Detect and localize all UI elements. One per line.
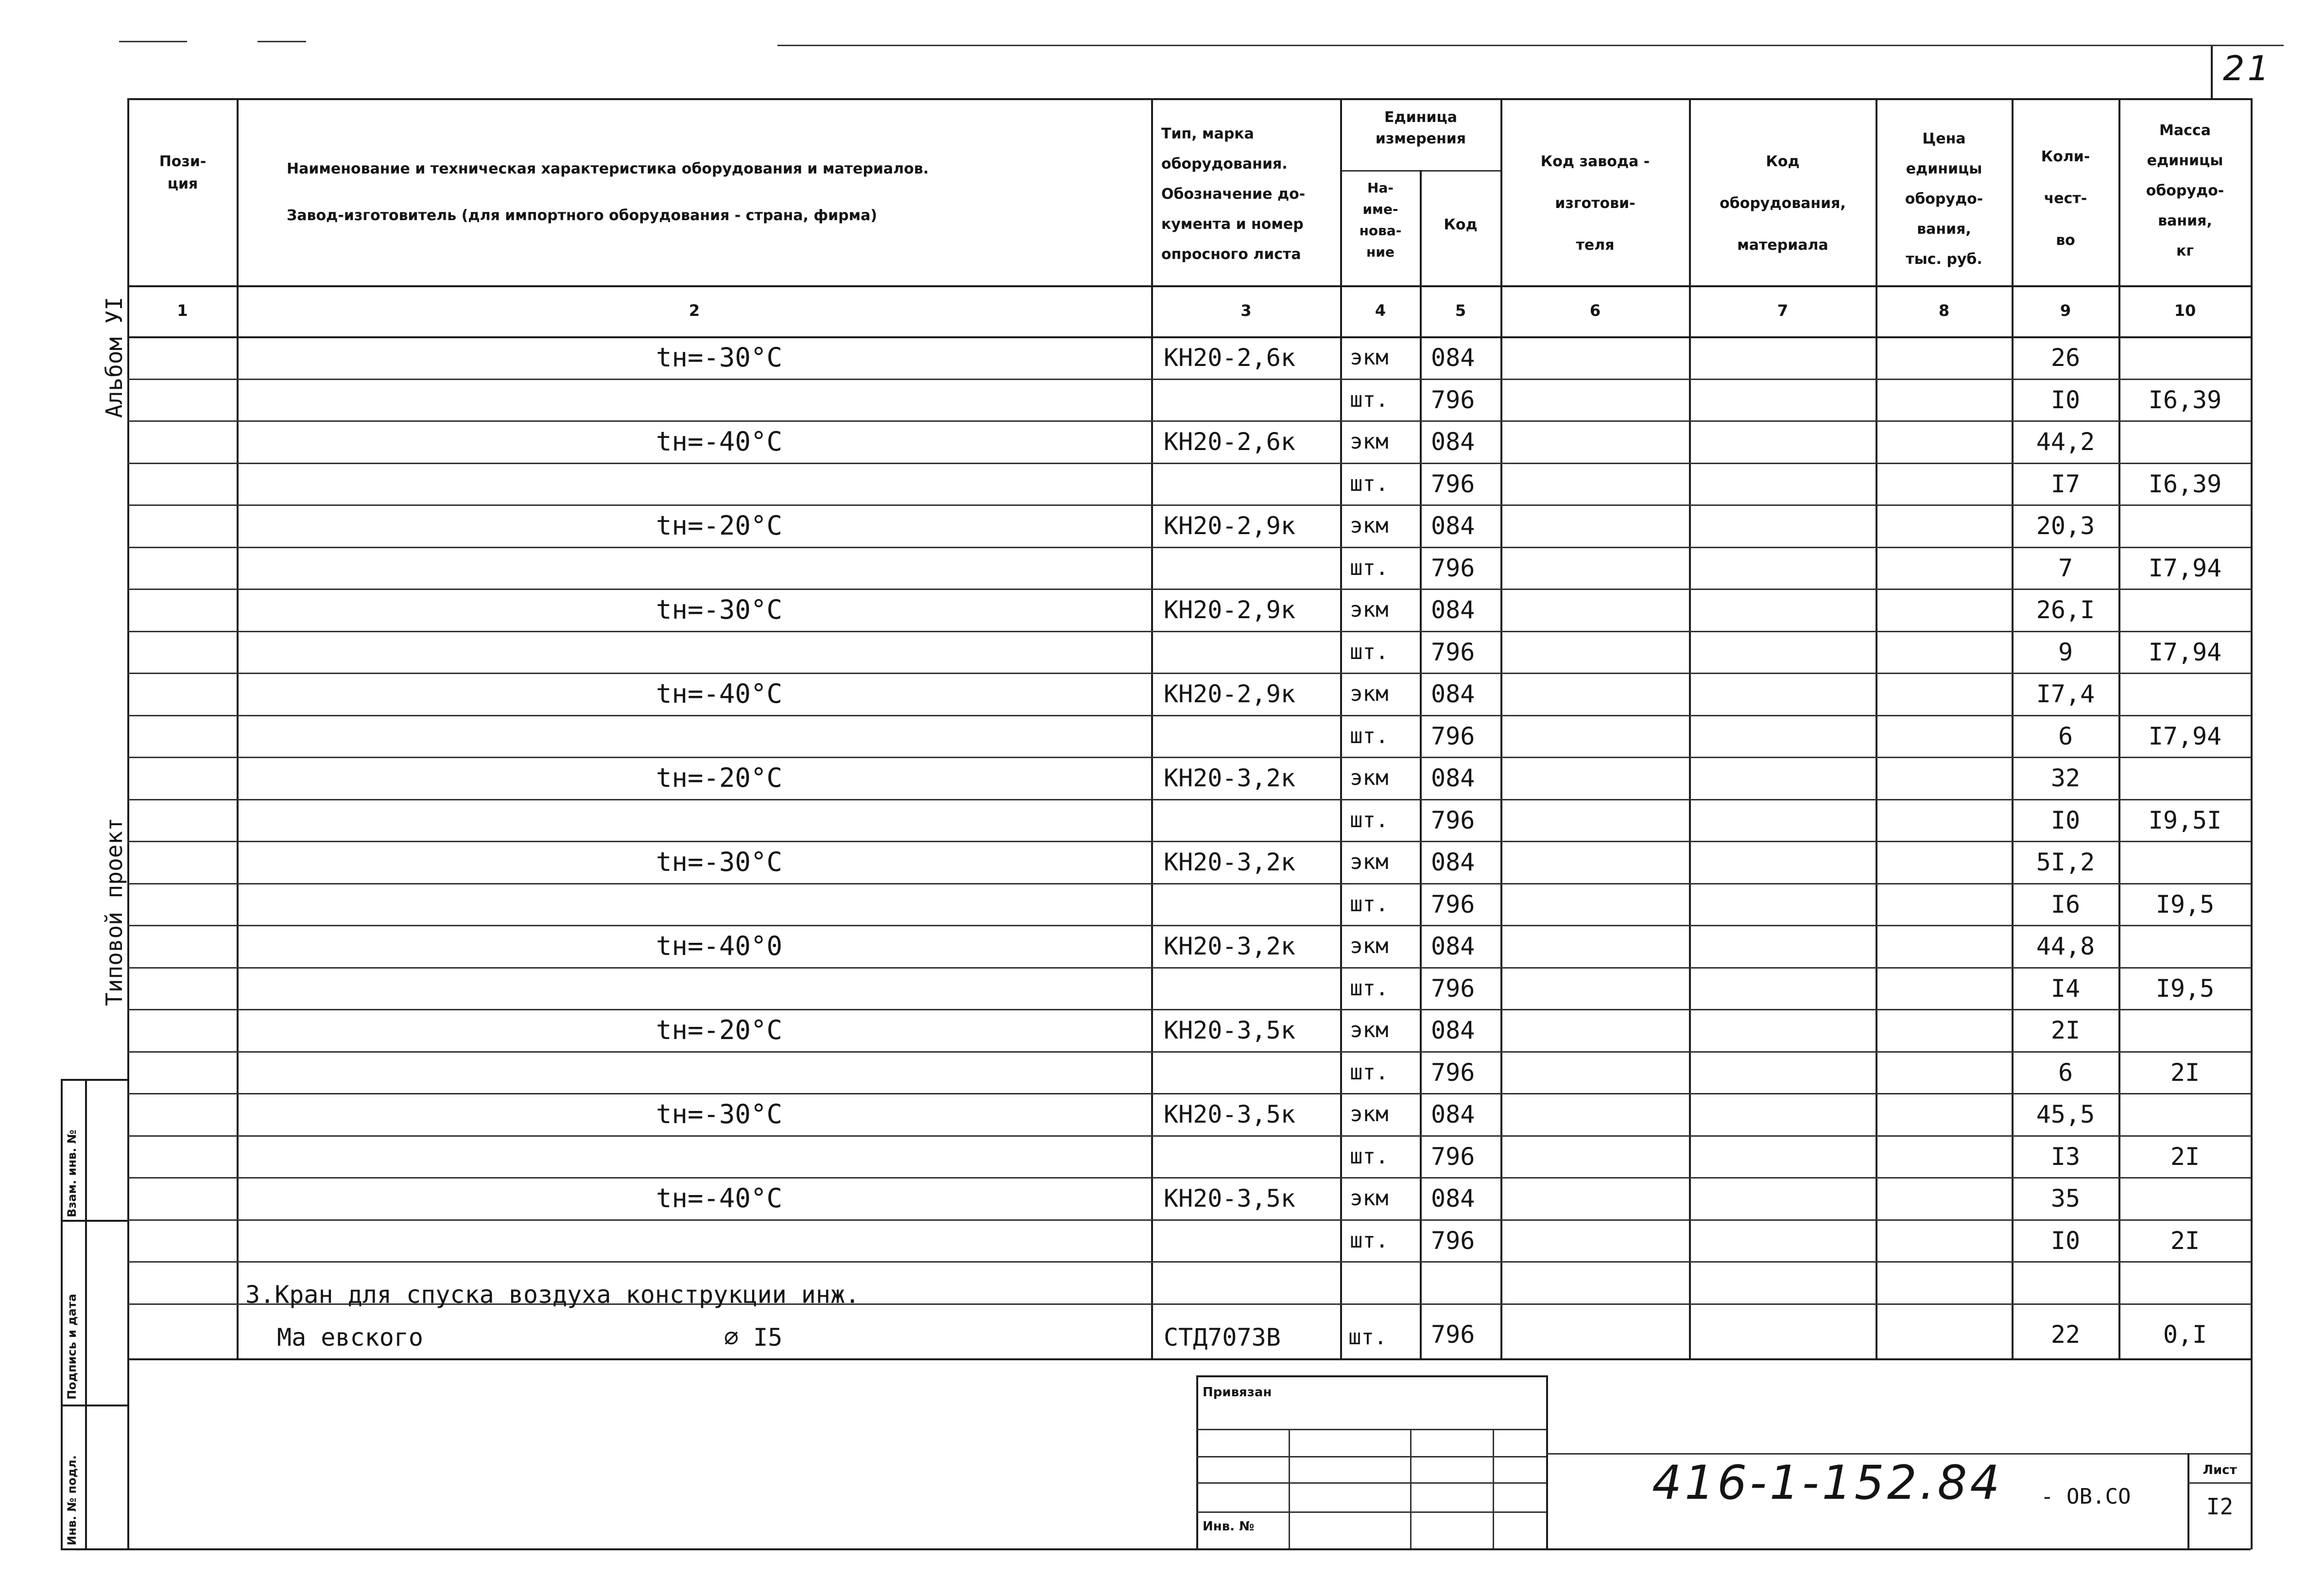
- col-number: 4: [1375, 301, 1386, 320]
- row-code: 796: [1431, 1226, 1475, 1255]
- item3-title: 3.Кран для спуска воздуха конструкции инж.: [245, 1281, 860, 1309]
- row-code: 796: [1431, 385, 1475, 414]
- row-qty: I3: [2050, 1142, 2081, 1171]
- header-quantity: Коли- чест- во: [2041, 148, 2090, 249]
- row-unit: шт.: [1350, 807, 1389, 832]
- header-mass: Масса единицы оборудо- вания, кг: [2146, 122, 2224, 260]
- row-mass: I9,5: [2155, 974, 2215, 1003]
- row-mass: 2I: [2170, 1142, 2200, 1171]
- table-row: [127, 883, 2251, 925]
- row-qty: I7: [2050, 469, 2081, 498]
- header-name: Наименование и техническая характеристика оборудования и материалов. Завод-изготовитель (для импортного оборудования - страна, фирма): [287, 160, 929, 224]
- stamp-inner-line: [85, 1079, 87, 1548]
- item3-unit: шт.: [1348, 1325, 1387, 1350]
- row-type: КН20-3,5к: [1164, 1184, 1295, 1213]
- row-unit: экм: [1350, 1102, 1389, 1127]
- row-qty: I4: [2050, 974, 2081, 1003]
- row-code: 796: [1431, 890, 1475, 919]
- col-number: 2: [689, 301, 700, 320]
- row-unit: шт.: [1350, 891, 1389, 917]
- row-qty: 45,5: [2036, 1100, 2095, 1128]
- col-number: 3: [1240, 301, 1252, 320]
- row-qty: 7: [2058, 554, 2073, 582]
- row-type: КН20-2,9к: [1164, 512, 1295, 540]
- row-name: tн=-20°С: [656, 1015, 783, 1045]
- row-unit: шт.: [1350, 975, 1389, 1001]
- row-mass: 2I: [2170, 1058, 2200, 1087]
- row-unit: шт.: [1350, 1228, 1389, 1253]
- row-qty: I0: [2050, 1226, 2081, 1255]
- row-qty: 35: [2050, 1184, 2081, 1213]
- item3-mass: 0,I: [2163, 1320, 2207, 1349]
- table-row: [127, 1051, 2251, 1093]
- stamp-left-border: [61, 1079, 63, 1550]
- row-qty: I6: [2050, 890, 2081, 919]
- row-unit: шт.: [1350, 555, 1389, 580]
- titleblock-line: [1493, 1429, 1494, 1548]
- row-type: КН20-2,6к: [1164, 428, 1295, 456]
- row-type: КН20-3,2к: [1164, 764, 1295, 792]
- row-qty: 32: [2050, 764, 2081, 792]
- header-position: Пози- ция: [159, 153, 207, 192]
- table-row: [127, 631, 2251, 673]
- row-name: tн=-30°С: [656, 594, 783, 625]
- table-row: [127, 967, 2251, 1009]
- row-type: КН20-2,9к: [1164, 596, 1295, 624]
- row-qty: 44,2: [2036, 428, 2095, 456]
- item3-qty: 22: [2050, 1320, 2081, 1349]
- row-code: 084: [1431, 1184, 1475, 1213]
- album-label: Альбом УI: [101, 296, 127, 418]
- row-qty: I7,4: [2036, 680, 2095, 708]
- page-number-divider: [2211, 46, 2213, 100]
- stamp-line: [61, 1548, 129, 1550]
- row-code: 796: [1431, 974, 1475, 1003]
- footer-code: 416-1-152.84: [1652, 1456, 2003, 1510]
- row-type: КН20-3,5к: [1164, 1016, 1295, 1044]
- stamp-line: [61, 1079, 129, 1081]
- row-unit: шт.: [1350, 471, 1389, 496]
- col-number: 9: [2060, 301, 2071, 320]
- row-line: [127, 1261, 2251, 1263]
- titleblock-line: [1546, 1375, 1548, 1548]
- row-code: 084: [1431, 344, 1475, 372]
- project-label: Типовой проект: [101, 817, 127, 1006]
- row-type: КН20-2,9к: [1164, 680, 1295, 708]
- row-unit: экм: [1350, 934, 1389, 958]
- titleblock-line: [1196, 1375, 1198, 1548]
- row-code: 796: [1431, 1058, 1475, 1087]
- stamp-inv-podl-label: Инв. № подл.: [65, 1455, 79, 1545]
- page-number: 21: [2223, 49, 2272, 88]
- row-unit: шт.: [1350, 723, 1389, 748]
- row-code: 084: [1431, 932, 1475, 960]
- top-dash-1: [119, 41, 187, 42]
- header-factory-code: Код завода - изготови- теля: [1540, 153, 1650, 254]
- table-top-border: [127, 98, 2251, 100]
- row-code: 084: [1431, 1016, 1475, 1044]
- row-unit: экм: [1350, 429, 1389, 454]
- row-qty: 6: [2058, 1058, 2073, 1087]
- row-name: tн=-20°С: [656, 510, 783, 541]
- row-type: КН20-3,5к: [1164, 1100, 1295, 1128]
- header-bottom-border: [127, 285, 2251, 287]
- row-code: 796: [1431, 554, 1475, 582]
- titleblock-line: [1546, 1453, 2251, 1455]
- row-unit: экм: [1350, 345, 1389, 370]
- row-unit: экм: [1350, 681, 1389, 706]
- row-qty: 9: [2058, 638, 2073, 666]
- row-unit: шт.: [1350, 387, 1389, 412]
- row-code: 796: [1431, 1142, 1475, 1171]
- row-unit: шт.: [1350, 1144, 1389, 1169]
- header-price: Цена единицы оборудо- вания, тыс. руб.: [1905, 130, 1983, 268]
- table-row: [127, 1135, 2251, 1178]
- row-mass: I9,5I: [2148, 806, 2222, 834]
- row-type: КН20-3,2к: [1164, 932, 1295, 960]
- row-code: 084: [1431, 512, 1475, 540]
- row-code: 084: [1431, 764, 1475, 792]
- header-equipment-code: Код оборудования, материала: [1720, 153, 1846, 254]
- row-code: 084: [1431, 680, 1475, 708]
- table-row: [127, 379, 2251, 421]
- row-mass: I7,94: [2148, 722, 2222, 750]
- top-dash-2: [258, 41, 306, 42]
- col-number: 7: [1777, 301, 1789, 320]
- row-name: tн=-30°С: [656, 342, 783, 373]
- row-mass: I6,39: [2148, 385, 2222, 414]
- header-type: Тип, марка оборудования. Обозначение до- кумента и номер опросного листа: [1161, 125, 1306, 263]
- stamp-line: [61, 1405, 129, 1406]
- col-number: 1: [177, 301, 188, 320]
- stamp-podpis-label: Подпись и дата: [65, 1294, 79, 1400]
- row-code: 084: [1431, 596, 1475, 624]
- footer-suffix: - ОВ.СО: [2041, 1484, 2131, 1509]
- inv-label: Инв. №: [1203, 1519, 1255, 1534]
- row-code: 796: [1431, 638, 1475, 666]
- stamp-line: [61, 1220, 129, 1222]
- row-mass: I9,5: [2155, 890, 2215, 919]
- table-row: [127, 547, 2251, 589]
- row-name: tн=-30°С: [656, 1099, 783, 1129]
- row-name: tн=-40°С: [656, 1183, 783, 1214]
- header-unit: Единица измерения: [1375, 109, 1466, 147]
- row-code: 796: [1431, 469, 1475, 498]
- item3-diameter: ∅ I5: [724, 1323, 783, 1352]
- row-qty: 26,I: [2036, 596, 2095, 624]
- row-type: КН20-2,6к: [1164, 344, 1295, 372]
- row-name: tн=-20°С: [656, 763, 783, 793]
- table-row: [127, 1219, 2251, 1262]
- row-name: tн=-40°0: [656, 931, 783, 961]
- row-qty: 2I: [2050, 1016, 2081, 1044]
- col-number: 5: [1455, 301, 1466, 320]
- row-name: tн=-40°С: [656, 678, 783, 709]
- table-row: [127, 715, 2251, 757]
- col-line: [2251, 98, 2253, 1549]
- row-qty: 20,3: [2036, 512, 2095, 540]
- col-number: 6: [1589, 301, 1601, 320]
- titleblock-line: [1289, 1429, 1290, 1548]
- titleblock-line: [1410, 1429, 1412, 1548]
- row-type: КН20-3,2к: [1164, 848, 1295, 876]
- header-unit-code: Код: [1444, 216, 1478, 233]
- row-code: 084: [1431, 848, 1475, 876]
- row-unit: шт.: [1350, 639, 1389, 664]
- titleblock-line: [1196, 1375, 1546, 1377]
- row-unit: экм: [1350, 597, 1389, 622]
- col-number: 8: [1938, 301, 1950, 320]
- row-name: tн=-40°С: [656, 426, 783, 457]
- row-unit: экм: [1350, 765, 1389, 790]
- row-mass: I7,94: [2148, 638, 2222, 666]
- table-row: [127, 799, 2251, 841]
- top-rule: [777, 45, 2284, 46]
- row-code: 796: [1431, 722, 1475, 750]
- row-unit: экм: [1350, 513, 1389, 538]
- row-qty: 44,8: [2036, 932, 2095, 960]
- bound-label: Привязан: [1203, 1385, 1272, 1400]
- sheet-number: I2: [2206, 1493, 2234, 1520]
- row-code: 084: [1431, 428, 1475, 456]
- row-qty: 6: [2058, 722, 2073, 750]
- sheet-label: Лист: [2203, 1463, 2237, 1477]
- row-mass: I7,94: [2148, 554, 2222, 582]
- row-qty: 26: [2050, 344, 2081, 372]
- stamp-vzam-label: Взам. инв. №: [65, 1129, 79, 1217]
- row-qty: I0: [2050, 806, 2081, 834]
- table-bottom-border: [127, 1358, 2251, 1360]
- row-unit: экм: [1350, 1018, 1389, 1042]
- item3-name: Ма евского: [277, 1323, 424, 1352]
- table-row: [127, 463, 2251, 505]
- item3-code: 796: [1431, 1320, 1475, 1349]
- row-qty: I0: [2050, 385, 2081, 414]
- row-mass: I6,39: [2148, 469, 2222, 498]
- row-code: 796: [1431, 806, 1475, 834]
- row-unit: шт.: [1350, 1059, 1389, 1085]
- page-bottom-border: [127, 1548, 2251, 1550]
- row-code: 084: [1431, 1100, 1475, 1128]
- row-unit: экм: [1350, 1186, 1389, 1211]
- item3-type: СТД7073В: [1164, 1323, 1281, 1352]
- row-name: tн=-30°С: [656, 847, 783, 877]
- col-number: 10: [2174, 301, 2196, 320]
- sheet-box-line: [2187, 1482, 2251, 1484]
- row-qty: 5I,2: [2036, 848, 2095, 876]
- row-unit: экм: [1350, 850, 1389, 874]
- header-unit-name: На- име- нова- ние: [1359, 180, 1402, 260]
- row-mass: 2I: [2170, 1226, 2200, 1255]
